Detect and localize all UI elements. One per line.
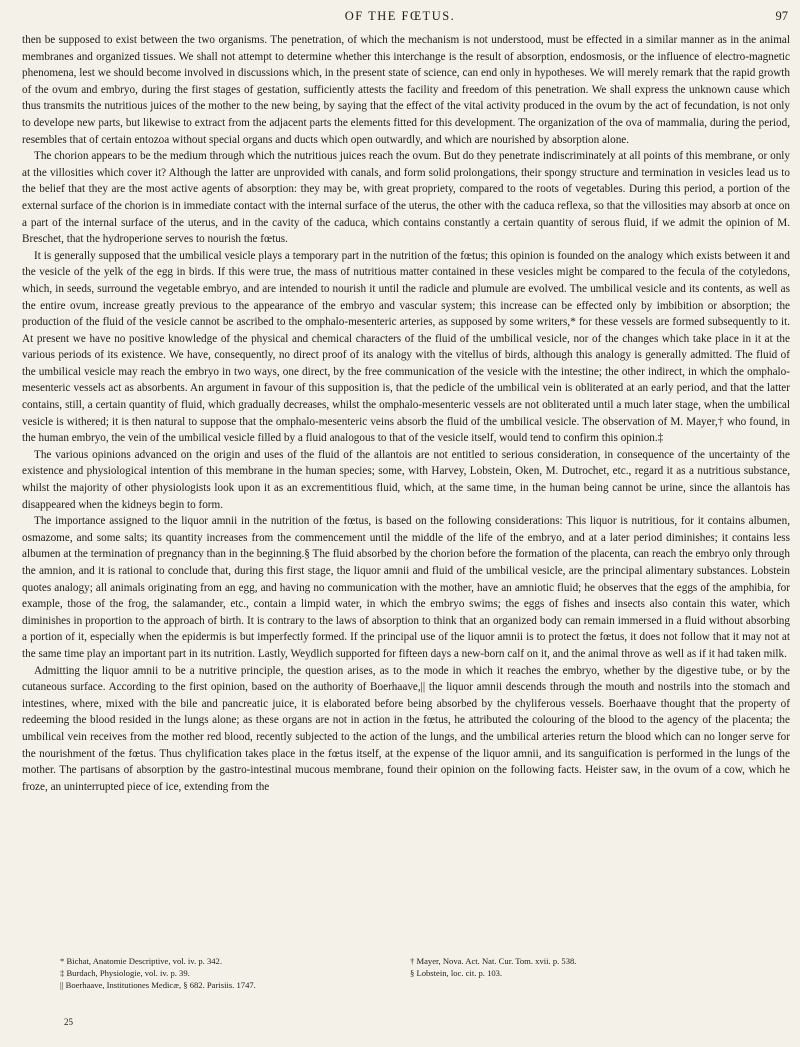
paragraph: Admitting the liquor amnii to be a nutritive principle, the question arises, as to the mode in which it reaches the embryo, whether by the digestive tube, or by the cutaneous surface. According to the first opinion, based on the authority of Boerhaave,|| the liquor amnii descends through the mouth and nostrils into the stomach and intestines, where, mixed with the bile and pancreatic juice, it is elaborated before being absorbed by the chyliferous vessels. Boerhaave thought that the property of redeeming the blood resided in the lungs alone; as these organs are not in action in the fœtus, he attributed the colouring of the blood to the agency of the placenta; the umbilical vein receives from the mother red blood, recently subjected to the action of the lungs, and the umbilical arteries return the blood which can no longer serve for the nourishment of the fœtus. Thus chylification takes place in the fœtus itself, at the expense of the liquor amnii, and its sanguification is performed in the lungs of the mother. The partisans of absorption by the gastro-intestinal mucous membrane, found their opinion on the following facts. Heister saw, in the ovum of a cow, which he froze, an uninterrupted piece of ice, extending from the (22, 664, 790, 793)
footnote: ‡ Burdach, Physiologie, vol. iv. p. 39. (60, 968, 190, 978)
footnote: § Lobstein, loc. cit. p. 103. (410, 968, 503, 978)
paragraph: It is generally supposed that the umbilical vesicle plays a temporary part in the nutrition of the fœtus; this opinion is founded on the analogy which exists between it and the vesicle of the yelk of the egg in birds. If this were true, the mass of nutritious matter contained in these vesicles might be compared to the fecula of the cotyledons, which, in seeds, surround the vegetable embryo, and are intended to nourish it until the radicle and plumule are evolved. The umbilical vesicle and its contents, as well as the entire ovum, increase greatly previous to the appearance of the embryo and vascular system; this increase can be effected only by imbibition or absorption; the production of the fluid of the vesicle cannot be ascribed to the omphalo-mesenteric arteries, as supposed by some writers,* for these vessels are formed subsequently to it. At present we have no positive knowledge of the physical and chemical characters of the fluid of the umbilical vesicle, nor of the changes which take place in it at the various periods of its existence. We have, consequently, no direct proof of its analogy with the vitellus of birds, although this analogy is generally admitted. The fluid of the umbilical vesicle may reach the embryo in two ways, one direct, by the free communication of the vesicle with the intestine; the other indirect, in which the omphalo-mesenteric vessels act as absorbents. An argument in favour of this supposition is, that the pedicle of the umbilical vein is obliterated at an early period, and that the latter contains, still, a certain quantity of fluid, which gradually decreases, whilst the omphalo-mesenteric vessels are not obliterated until a much later stage, when the umbilical vesicle is withered; it is then natural to suppose that the omphalo-mesenteric veins absorb the fluid of the umbilical vesicle. The observation of M. Mayer,† who found, in the human embryo, the vein of the umbilical vesicle filled by a fluid analogous to that of the vesicle itself, would tend to confirm this opinion.‡ (22, 249, 790, 445)
signature-mark: 25 (64, 1017, 73, 1027)
paragraph: The chorion appears to be the medium through which the nutritious juices reach the ovum. But do they penetrate indiscriminately at all points of this membrane, or only at the villosities which cover it? Although the latter are unprovided with canals, and form solid prolongations, their spongy structure and termination in vesicles lead us to the belief that they are the most active agents of absorption: they may be, with great propriety, compared to the roots of vegetables. During this period, a portion of the external surface of the chorion is in immediate contact with the internal surface of the uterus, the other with the caduca reflexa, so that the villosities may absorb at once on a part of the internal surface of the uterus, and in the cavity of the caduca, which contains constantly a certain quantity of serous fluid, if we admit the opinion of M. Breschet, that the hydroperione serves to nourish the fœtus. (22, 150, 790, 246)
footnote (410, 979, 780, 991)
paragraph: The various opinions advanced on the origin and uses of the fluid of the allantois are not entitled to serious consideration, in consequence of the uncertainty of the existence and physiological intention of this membrane in the human species; some, with Harvey, Lobstein, Oken, M. Dutrochet, etc., regard it as a nutritious substance, whilst the majority of other physiologists look upon it as an excrementitious fluid, which, at the same time, in the human being cannot be urine, since the allantois has disappeared when the kidneys begin to form. (22, 448, 790, 511)
paragraph: then be supposed to exist between the two organisms. The penetration, of which the mechanism is not understood, must be effected in a similar manner as in the animal membranes and organized tissues. We shall not attempt to determine whether this interchange is the result of absorption, endosmosis, or the influence of electro-magnetic phenomena, lest we should become involved in discussions which, in the present state of science, can end only in hypotheses. We will merely remark that the rapid growth of the ovum and embryo, during the first stages of gestation, sufficiently attests the facility and freedom of this penetration. We shall express the unknown cause which thus transmits the nutritious juices of the mother to the new being, by saying that the effect of the vital activity produced in the ovum by the act of fecundation, is not only to develope new parts, but likewise to extract from the adjacent parts the elements fitted for this development. The organization of the ova of mammalia, during the period, resembles that of certain entozoa without special organs and ducts which open outwardly, and which are nourished by absorption alone. (22, 34, 790, 146)
footnote: || Boerhaave, Institutiones Medicæ, § 682. Parisiis. 1747. (60, 980, 256, 990)
running-head: OF THE FŒTUS. (344, 9, 456, 23)
footnote: † Mayer, Nova. Act. Nat. Cur. Tom. xvii. p. 538. (410, 956, 577, 966)
footnotes (60, 955, 780, 991)
body-text (22, 32, 790, 795)
footnote: * Bichat, Anatomie Descriptive, vol. iv. p. 342. (60, 956, 222, 966)
paragraph: The importance assigned to the liquor amnii in the nutrition of the fœtus, is based on the following considerations: This liquor is nutritious, for it contains albumen, osmazome, and some salts; its quantity increases from the commencement until the middle of the life of the embryo, and at a later period diminishes; it contains less albumen at the termination of pregnancy than in the beginning.§ The fluid absorbed by the chorion before the formation of the placenta, can reach the embryo only through the amnion, and it is rational to conclude that, during this first stage, the liquor amnii and fluid of the umbilical vesicle, are the principal alimentary substances. Lobstein quotes analogy; all animals originating from an egg, and having no communication with the mother, have an amniotic fluid; he observes that the eggs of the amphibia, for example, those of the frog, the salamander, etc., contain a limpid water, in which the embryo swims; the eggs of fishes and insects also contain this water, which diminishes in proportion to the approach of birth. It is contrary to the laws of absorption to think that an organized body can remain immersed in a fluid without absorbing a portion of it, especially when the epidermis is but imperfectly formed. If the principal use of the liquor amnii is to protect the fœtus, it does not follow that it may not at the same time play an important part in its nutrition. Lastly, Weydlich supported for fifteen days a new-born calf on it, and the animal throve as well as if it had taken milk. (22, 515, 790, 660)
page-number: 97 (775, 9, 788, 23)
